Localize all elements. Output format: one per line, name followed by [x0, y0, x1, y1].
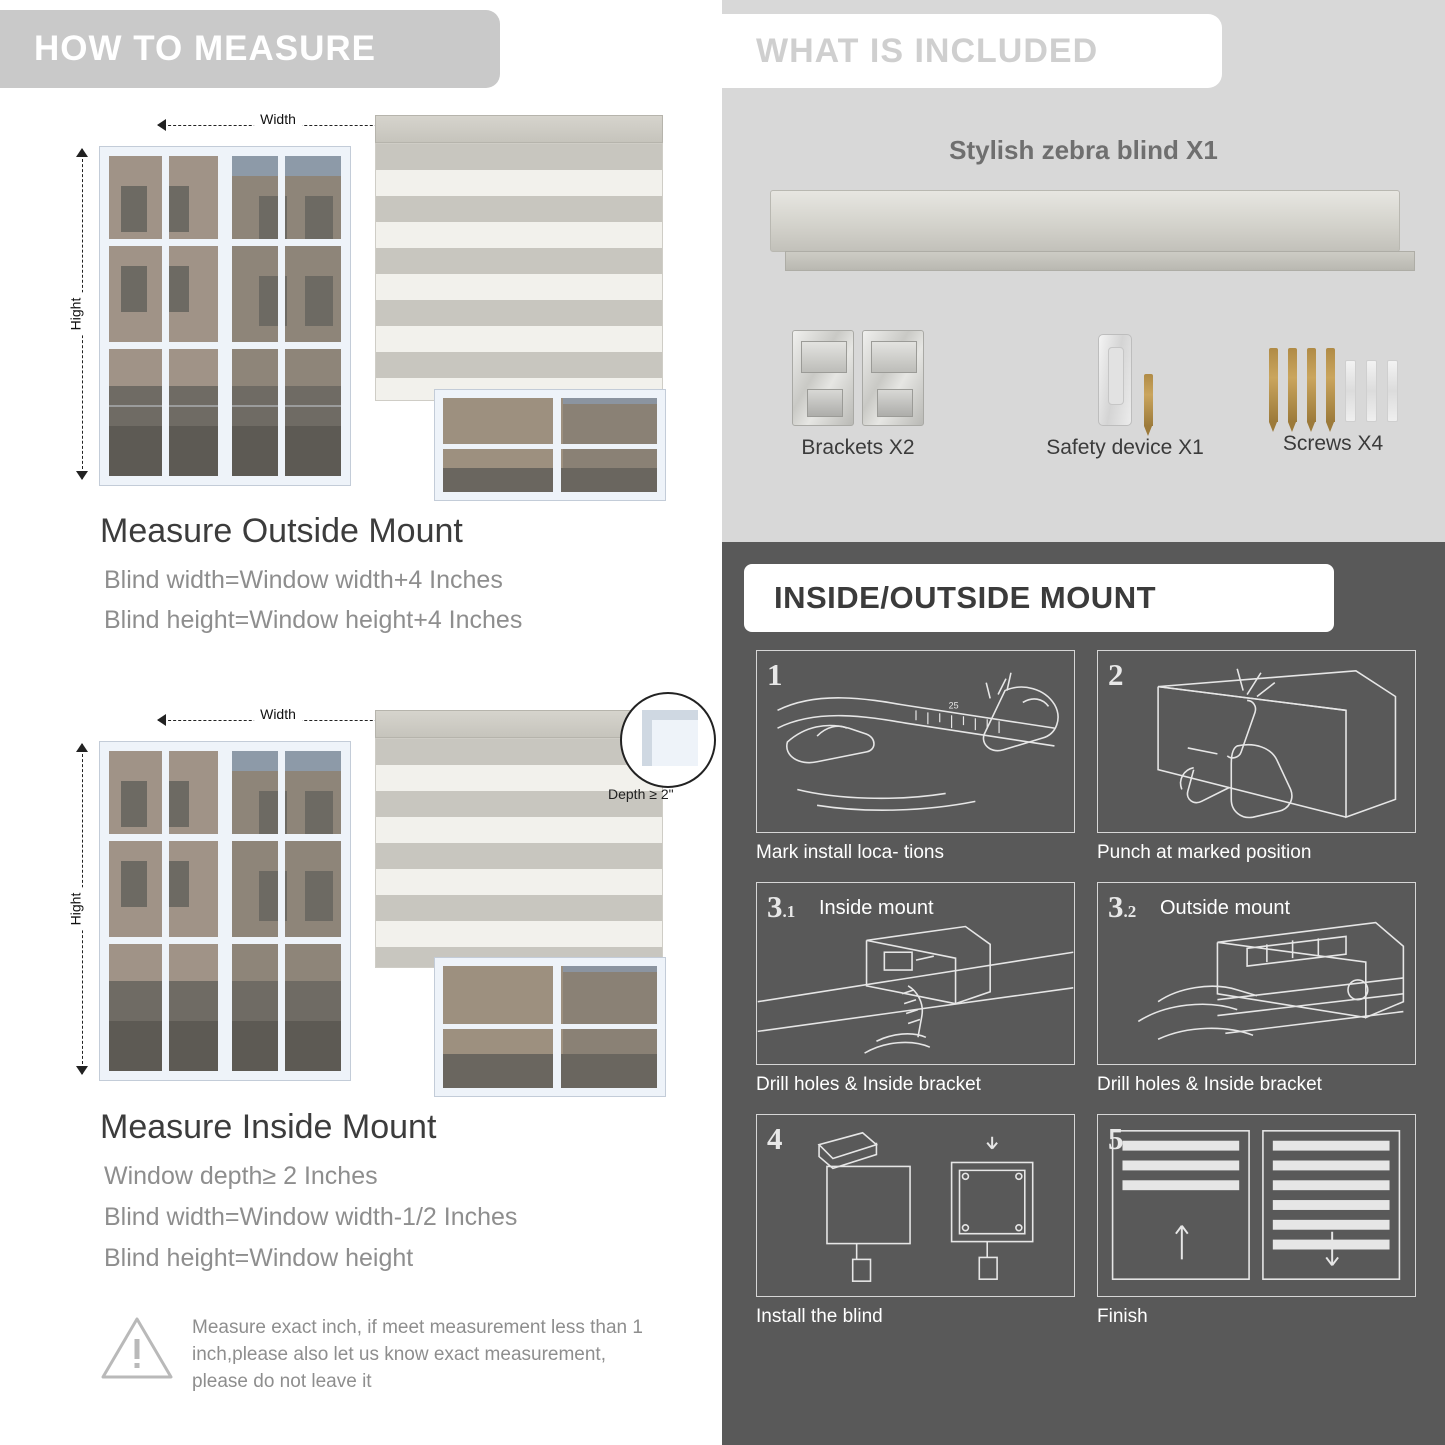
- step-5-number: 5: [1108, 1121, 1124, 1156]
- step-3-2-inline-title: Outside mount: [1160, 897, 1291, 919]
- outside-mount-figure: [60, 105, 680, 505]
- how-to-measure-title: HOW TO MEASURE: [34, 29, 376, 68]
- blind-lower-window: [435, 390, 665, 500]
- main-product-label: Stylish zebra blind X1: [949, 135, 1218, 165]
- blind-zebra-fabric-inside: [375, 738, 663, 968]
- step-row-1: [756, 650, 1416, 864]
- height-dimension-label: Hight: [67, 293, 83, 336]
- step-2-caption: Punch at marked position: [1097, 842, 1312, 863]
- inside-mount-line-3: Blind height=Window height: [104, 1244, 414, 1272]
- measure-note-text: Measure exact inch, if meet measurement less than 1 inch,please also let us know exact measurement, please do not leave it: [192, 1317, 643, 1392]
- safety-device-icon: [1025, 330, 1225, 426]
- blind-window-glass-inside: [443, 966, 657, 1088]
- svg-text:25: 25: [948, 700, 959, 711]
- inside-mount-line-2: Blind width=Window width-1/2 Inches: [104, 1203, 518, 1231]
- step-2-number: 2: [1108, 657, 1124, 692]
- step-3-2-image: [1097, 882, 1416, 1065]
- part-screws-label: Screws X4: [1282, 432, 1384, 455]
- outside-mount-line-1: Blind width=Window width+4 Inches: [104, 566, 503, 594]
- step-4-caption: Install the blind: [756, 1306, 883, 1327]
- step-row-2: [756, 882, 1416, 1096]
- outside-mount-line-2: Blind height=Window height+4 Inches: [104, 606, 523, 634]
- what-is-included-badge: [722, 14, 1222, 88]
- step-3-1-number: 3.1: [767, 889, 796, 924]
- step-3-2: [1097, 882, 1416, 1096]
- blind-zebra-fabric: [375, 143, 663, 401]
- part-safety-device-label: Safety device X1: [1046, 436, 1204, 459]
- width-dimension-inside: [158, 708, 398, 732]
- finish-sketch: [1098, 1115, 1415, 1296]
- installation-steps: [756, 650, 1416, 1346]
- blind-lower-window-inside: [435, 958, 665, 1096]
- drill-sketch: [1098, 651, 1415, 832]
- width-dimension-outside: [158, 113, 398, 137]
- brackets-icon: [788, 330, 928, 426]
- step-5-image: [1097, 1114, 1416, 1297]
- step-3-1: [756, 882, 1075, 1096]
- window-depth-corner: [642, 710, 698, 766]
- inside-outside-mount-panel: [722, 542, 1445, 1445]
- window-grid: [109, 156, 341, 476]
- step-3-1-image: [756, 882, 1075, 1065]
- depth-label: Depth ≥ 2": [608, 786, 674, 802]
- step-5: [1097, 1114, 1416, 1328]
- measure-note: [100, 1315, 660, 1396]
- height-dimension-label-inside: Hight: [67, 888, 83, 931]
- inside-mount-line-1: Window depth≥ 2 Inches: [104, 1162, 378, 1190]
- step-1: [756, 650, 1075, 864]
- part-brackets: [788, 330, 928, 460]
- height-dimension-inside: [67, 744, 94, 1074]
- step-3-2-number: 3.2: [1108, 889, 1137, 924]
- how-to-measure-panel: [0, 0, 714, 1445]
- step-4: [756, 1114, 1075, 1328]
- how-to-measure-badge: [0, 10, 500, 88]
- included-parts-group: [770, 330, 1400, 510]
- step-2: [1097, 650, 1416, 864]
- inside-outside-mount-badge: [744, 564, 1334, 632]
- step-1-number: 1: [767, 657, 783, 692]
- step-2-image: [1097, 650, 1416, 833]
- step-1-caption: Mark install loca- tions: [756, 842, 944, 863]
- part-brackets-label: Brackets X2: [801, 436, 915, 459]
- width-dimension-label-inside: Width: [254, 706, 302, 722]
- inside-outside-mount-title: INSIDE/OUTSIDE MOUNT: [774, 580, 1157, 615]
- what-is-included-panel: [722, 0, 1445, 542]
- step-row-3: [756, 1114, 1416, 1328]
- inside-mount-figure: [60, 700, 680, 1100]
- what-is-included-title: WHAT IS INCLUDED: [756, 31, 1099, 70]
- window-illustration-inside: [100, 742, 350, 1080]
- depth-callout-circle: [620, 692, 716, 788]
- step-3-1-inline-title: Inside mount: [819, 897, 934, 919]
- blind-headrail: [375, 115, 663, 143]
- screws-icon: [1248, 330, 1418, 422]
- install-blind-sketch: [757, 1115, 1074, 1296]
- blind-illustration-outside: [375, 115, 665, 495]
- part-safety-device: [1025, 330, 1225, 460]
- blind-window-glass: [443, 398, 657, 492]
- step-4-number: 4: [767, 1121, 783, 1156]
- step-3-1-caption: Drill holes & Inside bracket: [756, 1074, 981, 1095]
- step-3-2-caption: Drill holes & Inside bracket: [1097, 1074, 1322, 1095]
- warning-icon: [100, 1315, 174, 1381]
- width-dimension-label: Width: [254, 111, 302, 127]
- height-dimension-outside: [67, 149, 94, 479]
- window-illustration: [100, 147, 350, 485]
- window-grid-inside: [109, 751, 341, 1071]
- step-4-image: [756, 1114, 1075, 1297]
- outside-mount-heading: Measure Outside Mount: [100, 512, 463, 550]
- part-screws: [1248, 330, 1418, 456]
- inside-mount-heading: Measure Inside Mount: [100, 1108, 437, 1146]
- step-5-caption: Finish: [1097, 1306, 1148, 1327]
- measure-tape-sketch: [757, 651, 1074, 832]
- lower-window-scene-inside: [443, 966, 665, 1096]
- lower-window-scene: [443, 398, 665, 500]
- zebra-blind-product-image: [770, 190, 1400, 252]
- blind-illustration-inside: [375, 710, 665, 1090]
- step-1-image: [756, 650, 1075, 833]
